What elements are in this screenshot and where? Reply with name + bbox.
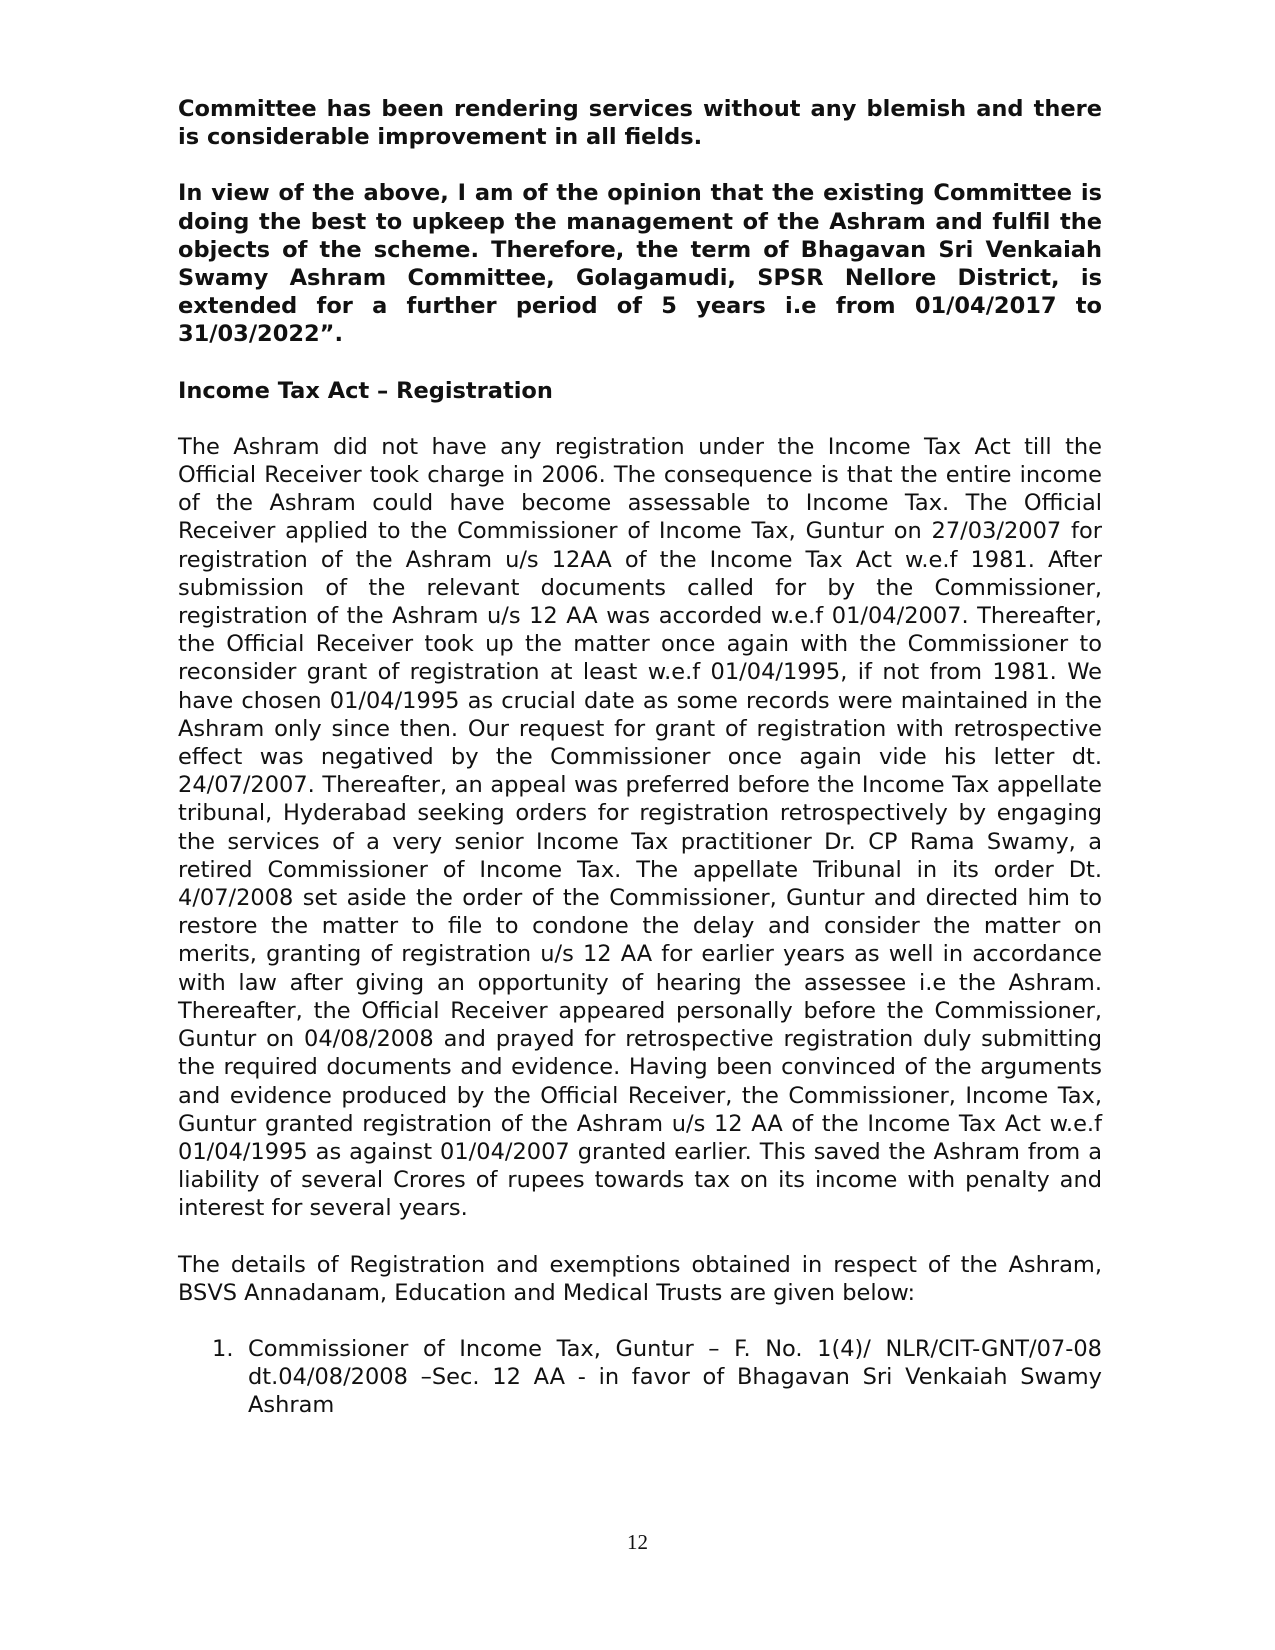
section-heading: Income Tax Act – Registration (178, 377, 553, 404)
page-number: 12 (627, 1530, 648, 1554)
paragraph-continuation: Committee has been rendering services without any blemish and there is considerable improvement in all fields. (178, 96, 1102, 151)
paragraph-details: The details of Registration and exemptions obtained in respect of the Ashram, BSVS Annadanam, Education and Medical Trusts are given below: (178, 1251, 1102, 1306)
document-page (178, 95, 1102, 1420)
list-item-number: 1. (212, 1335, 234, 1362)
list-item (178, 1335, 1102, 1420)
list-item-text: Commissioner of Income Tax, Guntur – F. No. 1(4)/ NLR/CIT-GNT/07-08 dt.04/08/2008 –Sec. 12 AA - in favor of Bhagavan Sri Venkaiah Swamy Ashram (248, 1335, 1102, 1419)
registration-list (178, 1335, 1102, 1420)
paragraph-registration: The Ashram did not have any registration under the Income Tax Act till the Official Receiver took charge in 2006. The consequence is that the entire income of the Ashram could have become assessable to Income Tax. The Official Receiver applied to the Commissioner of Income Tax, Guntur on 27/03/2007 for registration of the Ashram u/s 12AA of the Income Tax Act w.e.f 1981. After submission of the relevant documents called for by the Commissioner, registration of the Ashram u/s 12 AA was accorded w.e.f 01/04/2007. Thereafter, the Official Receiver took up the matter once again with the Commissioner to reconsider grant of registration at least w.e.f 01/04/1995, if not from 1981. We have chosen 01/04/1995 as crucial date as some records were maintained in the Ashram only since then. Our request for grant of registration with retrospective effect was negatived by the Commissioner once again vide his letter dt. 24/07/2007. Thereafter, an appeal was preferred before the Income Tax appellate tribunal, Hyderabad seeking orders for registration retrospectively by engaging the services of a very senior Income Tax practitioner Dr. CP Rama Swamy, a retired Commissioner of Income Tax. The appellate Tribunal in its order Dt. 4/07/2008 set aside the order of the Commissioner, Guntur and directed him to restore the matter to file to condone the delay and consider the matter on merits, granting of registration u/s 12 AA for earlier years as well in accordance with law after giving an opportunity of hearing the assessee i.e the Ashram. Thereafter, the Official Receiver appeared personally before the Commissioner, Guntur on 04/08/2008 and prayed for retrospective registration duly submitting the required documents and evidence. Having been convinced of the arguments and evidence produced by the Official Receiver, the Commissioner, Income Tax, Guntur granted registration of the Ashram u/s 12 AA of the Income Tax Act w.e.f 01/04/1995 as against 01/04/2007 granted earlier. This saved the Ashram from a liability of several Crores of rupees towards tax on its income with penalty and interest for several years. (178, 433, 1102, 1222)
paragraph-opinion: In view of the above, I am of the opinion that the existing Committee is doing the best to upkeep the management of the Ashram and fulfil the objects of the scheme. Therefore, the term of Bhagavan Sri Venkaiah Swamy Ashram Committee, Golagamudi, SPSR Nellore District, is extended for a further period of 5 years i.e from 01/04/2017 to 31/03/2022”. (178, 180, 1102, 348)
